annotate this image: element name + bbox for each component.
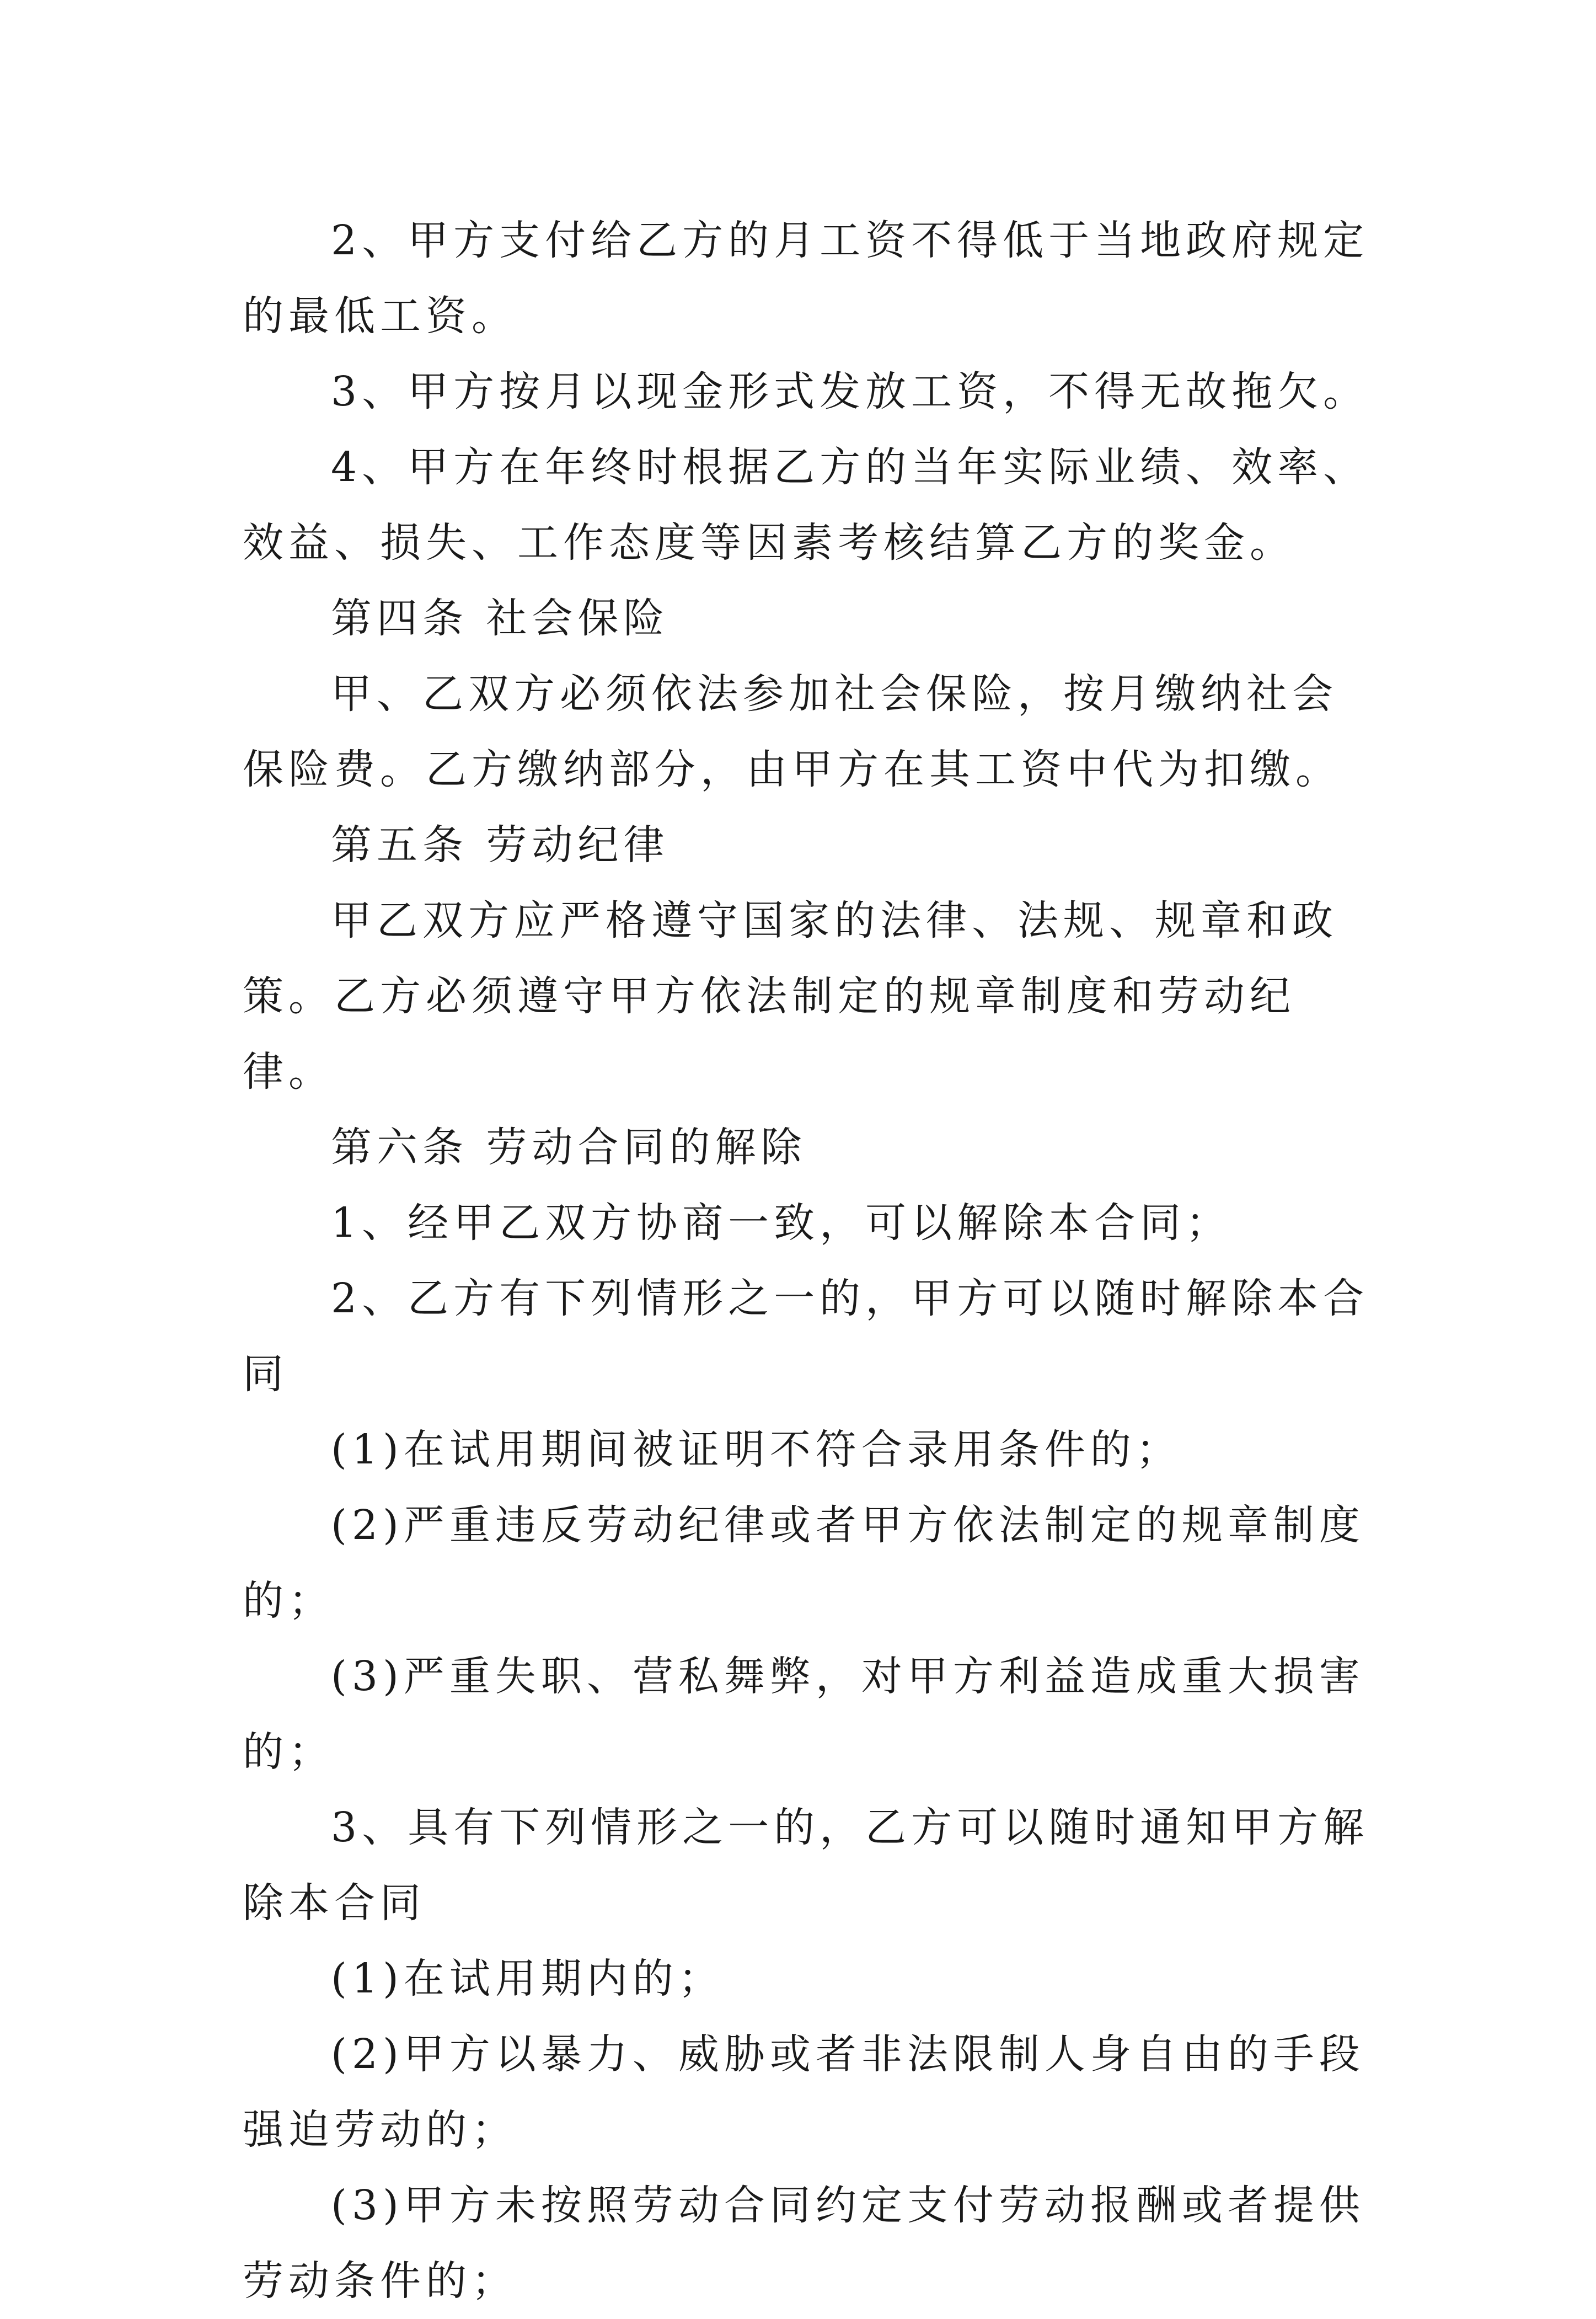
paragraph-labor-discipline: 甲乙双方应严格遵守国家的法律、法规、规章和政策。乙方必须遵守甲方依法制定的规章制度和劳动纪律。 xyxy=(243,897,1338,1096)
list-item-employer-1: (1)在试用期间被证明不符合录用条件的； xyxy=(331,1426,1182,1473)
heading-article-4: 第四条 社会保险 xyxy=(331,595,670,642)
list-item-employer-3: (3)严重失职、营私舞弊，对甲方利益造成重大损害的； xyxy=(243,1653,1365,1776)
paragraph-termination-by-employee: 3、具有下列情形之一的，乙方可以随时通知甲方解除本合同 xyxy=(243,1804,1369,1927)
list-item-employer-2: (2)严重违反劳动纪律或者甲方依法制定的规章制度的； xyxy=(243,1502,1365,1625)
paragraph-social-insurance: 甲、乙双方必须依法参加社会保险，按月缴纳社会保险费。乙方缴纳部分，由甲方在其工资中代为扣缴。 xyxy=(243,670,1341,793)
document-body xyxy=(243,203,1379,2319)
paragraph-wage-minimum: 2、甲方支付给乙方的月工资不得低于当地政府规定的最低工资。 xyxy=(243,217,1369,340)
list-item-employee-1: (1)在试用期内的； xyxy=(331,1955,724,2002)
list-item-employee-2: (2)甲方以暴力、威胁或者非法限制人身自由的手段强迫劳动的； xyxy=(243,2031,1365,2154)
heading-article-5: 第五条 劳动纪律 xyxy=(331,821,670,869)
paragraph-bonus: 4、甲方在年终时根据乙方的当年实际业绩、效率、效益、损失、工作态度等因素考核结算乙方的奖金。 xyxy=(243,444,1369,567)
list-item-employee-3: (3)甲方未按照劳动合同约定支付劳动报酬或者提供劳动条件的； xyxy=(243,2182,1365,2305)
paragraph-termination-mutual: 1、经甲乙双方协商一致，可以解除本合同； xyxy=(331,1199,1232,1247)
paragraph-wage-cash: 3、甲方按月以现金形式发放工资，不得无故拖欠。 xyxy=(331,368,1369,415)
heading-article-6: 第六条 劳动合同的解除 xyxy=(331,1124,807,1171)
paragraph-termination-by-employer: 2、乙方有下列情形之一的，甲方可以随时解除本合同 xyxy=(243,1275,1369,1398)
